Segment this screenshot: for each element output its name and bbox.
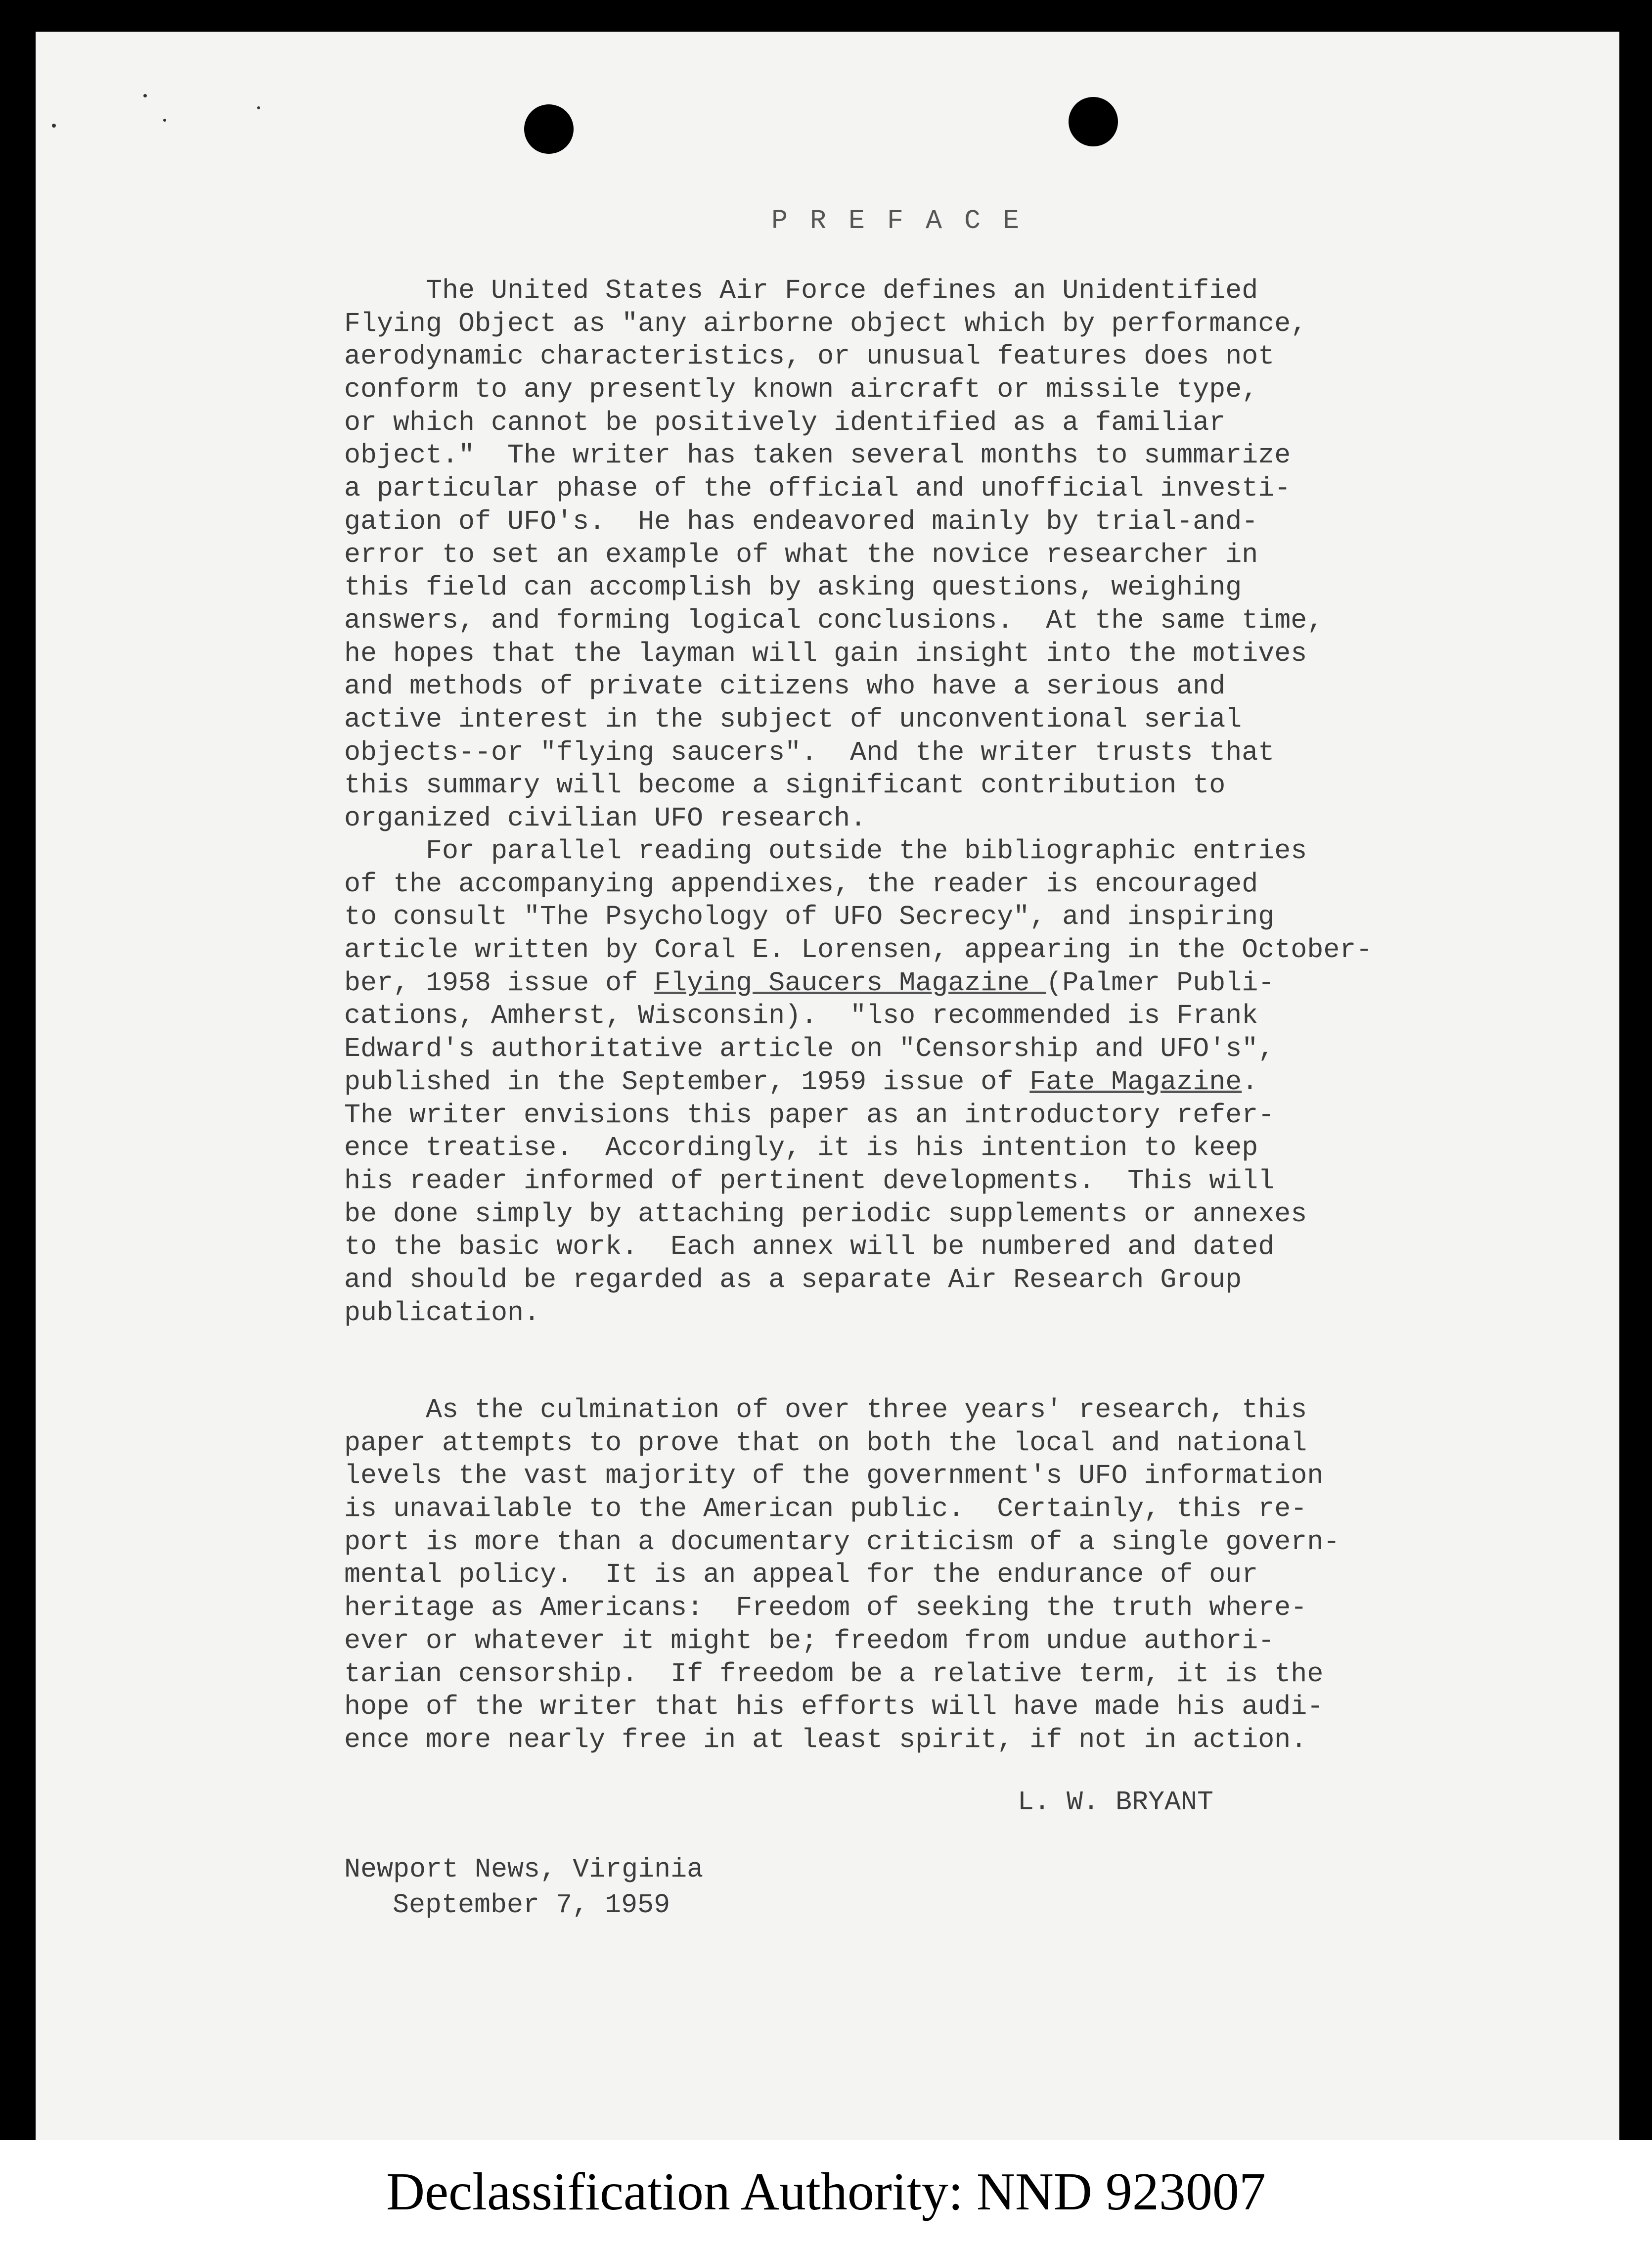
text-line: The United States Air Force defines an Unidentified	[344, 275, 1258, 306]
text-line	[344, 967, 1372, 1000]
text-line: and methods of private citizens who have a serious and	[344, 671, 1226, 702]
text-line: Edward's authoritative article on "Censorship and UFO's",	[344, 1033, 1275, 1065]
paper-speck	[143, 94, 147, 97]
text-line: active interest in the subject of unconventional serial	[344, 703, 1242, 735]
paragraph-2	[344, 835, 1372, 1330]
signature: L. W. BRYANT	[1018, 1787, 1214, 1818]
text-line: cations, Amherst, Wisconsin). "lso recommended is Frank	[344, 1000, 1258, 1032]
text-segment: ber, 1958 issue of	[344, 967, 655, 999]
text-line: answers, and forming logical conclusions. At the same time,	[344, 604, 1324, 636]
text-line: is unavailable to the American public. Certainly, this re-	[344, 1493, 1307, 1525]
paper-speck	[52, 124, 56, 128]
text-line: to consult "The Psychology of UFO Secrecy", and inspiring	[344, 901, 1275, 933]
text-line: his reader informed of pertinent developments. This will	[344, 1165, 1275, 1196]
text-line: hope of the writer that his efforts will have made his audi-	[344, 1691, 1324, 1723]
text-line: ever or whatever it might be; freedom from undue authori-	[344, 1625, 1275, 1656]
text-line: objects--or "flying saucers". And the writer trusts that	[344, 736, 1275, 768]
punch-hole-left	[524, 104, 574, 154]
declassification-caption: Declassification Authority: NND 923007	[386, 2162, 1266, 2221]
paragraph-3	[344, 1394, 1339, 1757]
place: Newport News, Virginia	[344, 1854, 704, 1885]
text-segment: (Palmer Publi-	[1046, 967, 1275, 999]
page-title: P R E F A C E	[771, 205, 1023, 236]
text-line: publication.	[344, 1297, 540, 1329]
text-line: aerodynamic characteristics, or unusual features does not	[344, 341, 1275, 372]
text-line: error to set an example of what the novice researcher in	[344, 539, 1258, 570]
text-segment: published in the September, 1959 issue of	[344, 1066, 1030, 1098]
date: September 7, 1959	[393, 1889, 670, 1921]
text-line: to the basic work. Each annex will be numbered and dated	[344, 1231, 1275, 1263]
text-line: or which cannot be positively identified as a familiar	[344, 407, 1226, 438]
text-line: The writer envisions this paper as an introductory refer-	[344, 1099, 1275, 1131]
text-line: gation of UFO's. He has endeavored mainly by trial-and-	[344, 505, 1258, 537]
text-line	[344, 1066, 1372, 1099]
text-line: this field can accomplish by asking questions, weighing	[344, 572, 1242, 603]
text-line: conform to any presently known aircraft or missile type,	[344, 374, 1258, 406]
punch-hole-right	[1069, 97, 1118, 146]
text-line: ence treatise. Accordingly, it is his intention to keep	[344, 1132, 1258, 1164]
text-line: and should be regarded as a separate Air Research Group	[344, 1264, 1242, 1295]
text-line: mental policy. It is an appeal for the endurance of our	[344, 1559, 1258, 1591]
text-segment: .	[1242, 1066, 1258, 1098]
underlined-title: Flying Saucers Magazine	[654, 967, 1046, 999]
text-line: organized civilian UFO research.	[344, 803, 867, 834]
text-line: paper attempts to prove that on both the local and national	[344, 1427, 1307, 1459]
text-line: tarian censorship. If freedom be a relative term, it is the	[344, 1658, 1324, 1690]
text-line: this summary will become a significant contribution to	[344, 770, 1226, 801]
text-line: port is more than a documentary criticism of a single govern-	[344, 1526, 1340, 1558]
paper-speck	[163, 119, 166, 122]
text-line: he hopes that the layman will gain insight into the motives	[344, 638, 1307, 669]
text-line: heritage as Americans: Freedom of seeking the truth where-	[344, 1592, 1307, 1624]
underlined-title: Fate Magazine	[1029, 1066, 1242, 1098]
text-line: ence more nearly free in at least spirit, if not in action.	[344, 1724, 1307, 1755]
text-line: a particular phase of the official and unofficial investi-	[344, 473, 1291, 505]
text-line: of the accompanying appendixes, the reader is encouraged	[344, 868, 1258, 900]
paper-speck	[257, 106, 260, 109]
text-line: levels the vast majority of the government's UFO information	[344, 1460, 1324, 1492]
text-line: As the culmination of over three years' research, this	[344, 1394, 1307, 1425]
text-line: object." The writer has taken several months to summarize	[344, 440, 1291, 471]
text-line: Flying Object as "any airborne object which by performance,	[344, 308, 1307, 339]
text-line: article written by Coral E. Lorensen, appearing in the October-	[344, 934, 1373, 966]
text-line: be done simply by attaching periodic supplements or annexes	[344, 1198, 1307, 1230]
paragraph-1	[344, 275, 1323, 835]
text-line: For parallel reading outside the bibliographic entries	[344, 835, 1307, 867]
